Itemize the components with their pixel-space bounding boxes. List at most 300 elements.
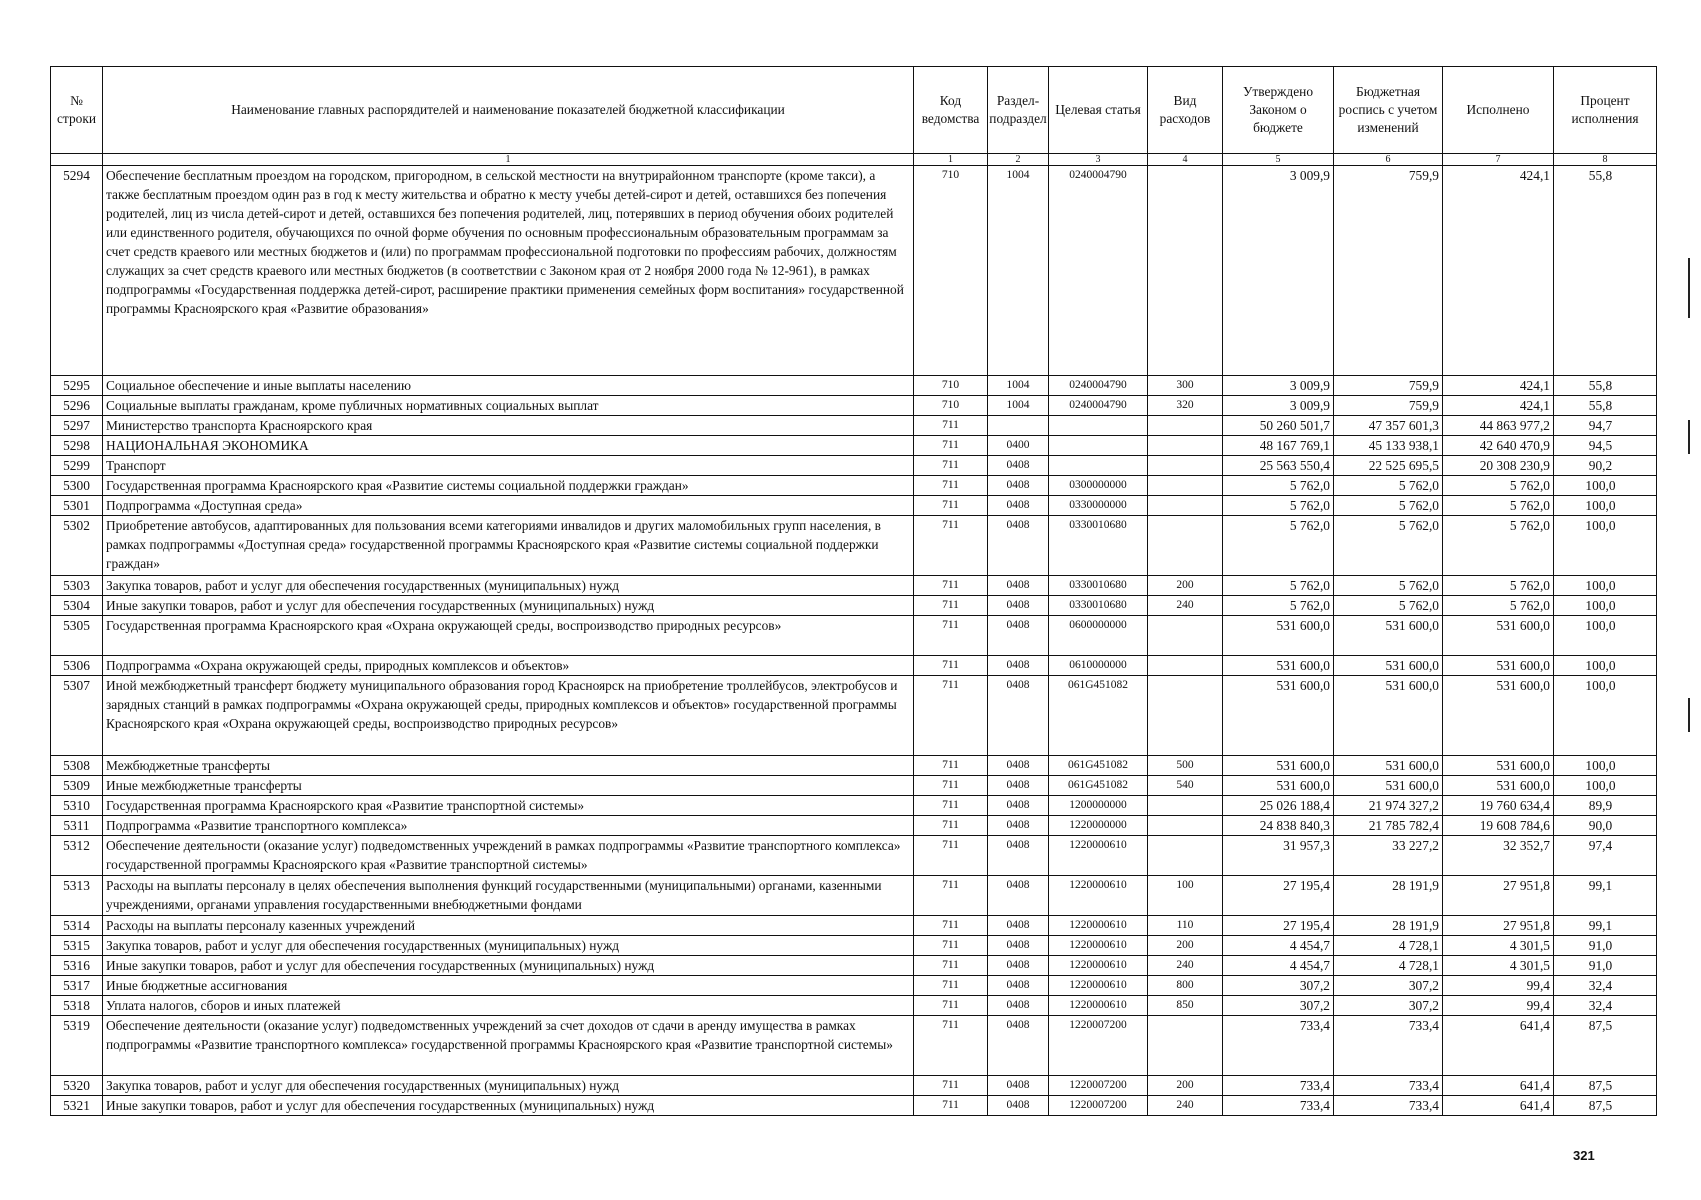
budget-amount-cell: 45 133 938,1 — [1334, 436, 1443, 456]
target-code-cell: 1220000000 — [1049, 816, 1148, 836]
percent-cell: 55,8 — [1554, 396, 1657, 416]
expense-type-cell — [1148, 796, 1223, 816]
target-code-cell: 0240004790 — [1049, 376, 1148, 396]
target-code-cell: 0330010680 — [1049, 596, 1148, 616]
dept-code-cell: 710 — [914, 376, 988, 396]
percent-cell: 32,4 — [1554, 976, 1657, 996]
budget-amount-cell: 47 357 601,3 — [1334, 416, 1443, 436]
executed-amount-cell: 4 301,5 — [1443, 956, 1554, 976]
header-target: Целевая статья — [1049, 67, 1148, 154]
section-code-cell: 0408 — [988, 616, 1049, 656]
expense-type-cell — [1148, 496, 1223, 516]
approved-amount-cell: 3 009,9 — [1223, 376, 1334, 396]
budget-amount-cell: 28 191,9 — [1334, 876, 1443, 916]
table-body — [51, 166, 1657, 1116]
table-row — [51, 376, 1657, 396]
executed-amount-cell: 531 600,0 — [1443, 756, 1554, 776]
percent-cell: 87,5 — [1554, 1076, 1657, 1096]
table-row — [51, 416, 1657, 436]
percent-cell: 100,0 — [1554, 676, 1657, 756]
budget-amount-cell: 759,9 — [1334, 396, 1443, 416]
dept-code-cell: 711 — [914, 516, 988, 576]
budget-amount-cell: 307,2 — [1334, 976, 1443, 996]
percent-cell: 100,0 — [1554, 516, 1657, 576]
executed-amount-cell: 5 762,0 — [1443, 596, 1554, 616]
column-number: 6 — [1334, 154, 1443, 166]
row-number-cell: 5318 — [51, 996, 103, 1016]
percent-cell: 100,0 — [1554, 616, 1657, 656]
executed-amount-cell: 424,1 — [1443, 166, 1554, 376]
budget-amount-cell: 33 227,2 — [1334, 836, 1443, 876]
row-name-cell: Уплата налогов, сборов и иных платежей — [103, 996, 914, 1016]
budget-amount-cell: 733,4 — [1334, 1016, 1443, 1076]
row-name-cell: НАЦИОНАЛЬНАЯ ЭКОНОМИКА — [103, 436, 914, 456]
row-name-cell: Социальные выплаты гражданам, кроме публичных нормативных социальных выплат — [103, 396, 914, 416]
budget-amount-cell: 5 762,0 — [1334, 496, 1443, 516]
row-name-cell: Иной межбюджетный трансферт бюджету муниципального образования город Красноярск на приобретение троллейбусов, электробусов и зарядных станций в рамках подпрограммы «Охрана окружающей среды, природных комплексов и объектов» государственной программы Красноярского края «Охрана окружающей среды, воспроизводство природных ресурсов» — [103, 676, 914, 756]
row-number-cell: 5319 — [51, 1016, 103, 1076]
row-name-cell: Обеспечение бесплатным проездом на городском, пригородном, в сельской местности на внутрирайонном транспорте (кроме такси), а также бесплатным проездом один раз в год к месту жительства и обратно к месту учебы детей-сирот и детей, оставшихся без попечения родителей, лиц из числа детей-сирот и детей, оставшихся без попечения родителей, лиц, потерявших в период обучения обоих родителей или единственного родителя, обучающихся по очной форме обучения по основным профессиональным образовательным программам за счет средств краевого или местных бюджетов и (или) по программам профессиональной подготовки по профессиям рабочих, должностям служащих за счет средств краевого или местных бюджетов (в соответствии с Законом края от 2 ноября 2000 года № 12-961), в рамках подпрограммы «Государственная поддержка детей-сирот, расширение практики применения семейных форм воспитания» государственной программы Красноярского края «Развитие образования» — [103, 166, 914, 376]
expense-type-cell — [1148, 656, 1223, 676]
budget-amount-cell: 531 600,0 — [1334, 676, 1443, 756]
executed-amount-cell: 27 951,8 — [1443, 876, 1554, 916]
approved-amount-cell: 307,2 — [1223, 976, 1334, 996]
row-number-cell: 5317 — [51, 976, 103, 996]
target-code-cell: 1220007200 — [1049, 1016, 1148, 1076]
dept-code-cell: 711 — [914, 456, 988, 476]
percent-cell: 87,5 — [1554, 1096, 1657, 1116]
dept-code-cell: 711 — [914, 1076, 988, 1096]
column-number: 1 — [103, 154, 914, 166]
row-number-cell: 5296 — [51, 396, 103, 416]
expense-type-cell — [1148, 616, 1223, 656]
target-code-cell: 0330010680 — [1049, 576, 1148, 596]
row-number-cell: 5304 — [51, 596, 103, 616]
section-code-cell: 0400 — [988, 436, 1049, 456]
executed-amount-cell: 531 600,0 — [1443, 676, 1554, 756]
row-number-cell: 5303 — [51, 576, 103, 596]
row-name-cell: Иные закупки товаров, работ и услуг для обеспечения государственных (муниципальных) нужд — [103, 956, 914, 976]
section-code-cell: 1004 — [988, 166, 1049, 376]
expense-type-cell: 320 — [1148, 396, 1223, 416]
row-number-cell: 5316 — [51, 956, 103, 976]
executed-amount-cell: 641,4 — [1443, 1096, 1554, 1116]
target-code-cell: 1220007200 — [1049, 1096, 1148, 1116]
header-approved: Утверждено Законом о бюджете — [1223, 67, 1334, 154]
dept-code-cell: 711 — [914, 1096, 988, 1116]
approved-amount-cell: 24 838 840,3 — [1223, 816, 1334, 836]
dept-code-cell: 711 — [914, 956, 988, 976]
row-name-cell: Приобретение автобусов, адаптированных для пользования всеми категориями инвалидов и других маломобильных групп населения, в рамках подпрограммы «Доступная среда» государственной программы Красноярского края «Развитие системы социальной поддержки граждан» — [103, 516, 914, 576]
row-number-cell: 5301 — [51, 496, 103, 516]
dept-code-cell: 711 — [914, 976, 988, 996]
dept-code-cell: 711 — [914, 416, 988, 436]
target-code-cell: 0300000000 — [1049, 476, 1148, 496]
table-row — [51, 976, 1657, 996]
section-code-cell: 0408 — [988, 1016, 1049, 1076]
executed-amount-cell: 99,4 — [1443, 976, 1554, 996]
row-number-cell: 5299 — [51, 456, 103, 476]
section-code-cell: 0408 — [988, 996, 1049, 1016]
percent-cell: 99,1 — [1554, 876, 1657, 916]
approved-amount-cell: 531 600,0 — [1223, 776, 1334, 796]
table-row — [51, 616, 1657, 656]
header-row-no: № строки — [51, 67, 103, 154]
expense-type-cell: 500 — [1148, 756, 1223, 776]
executed-amount-cell: 27 951,8 — [1443, 916, 1554, 936]
table-row — [51, 1016, 1657, 1076]
header-exp-type: Вид расходов — [1148, 67, 1223, 154]
approved-amount-cell: 5 762,0 — [1223, 576, 1334, 596]
target-code-cell — [1049, 416, 1148, 436]
budget-amount-cell: 5 762,0 — [1334, 576, 1443, 596]
percent-cell: 100,0 — [1554, 496, 1657, 516]
budget-amount-cell: 28 191,9 — [1334, 916, 1443, 936]
budget-amount-cell: 21 974 327,2 — [1334, 796, 1443, 816]
row-number-cell: 5310 — [51, 796, 103, 816]
column-number: 4 — [1148, 154, 1223, 166]
percent-cell: 100,0 — [1554, 576, 1657, 596]
executed-amount-cell: 424,1 — [1443, 376, 1554, 396]
header-dept: Код ведомства — [914, 67, 988, 154]
expense-type-cell — [1148, 476, 1223, 496]
target-code-cell: 1220000610 — [1049, 976, 1148, 996]
scan-edge-mark — [1688, 258, 1690, 318]
section-code-cell: 0408 — [988, 936, 1049, 956]
approved-amount-cell: 531 600,0 — [1223, 616, 1334, 656]
section-code-cell: 0408 — [988, 476, 1049, 496]
executed-amount-cell: 4 301,5 — [1443, 936, 1554, 956]
row-name-cell: Министерство транспорта Красноярского края — [103, 416, 914, 436]
column-number-row — [51, 154, 1657, 166]
header-executed: Исполнено — [1443, 67, 1554, 154]
percent-cell: 90,2 — [1554, 456, 1657, 476]
section-code-cell: 0408 — [988, 956, 1049, 976]
table-row — [51, 456, 1657, 476]
executed-amount-cell: 99,4 — [1443, 996, 1554, 1016]
table-row — [51, 676, 1657, 756]
table-row — [51, 996, 1657, 1016]
row-number-cell: 5312 — [51, 836, 103, 876]
approved-amount-cell: 531 600,0 — [1223, 656, 1334, 676]
budget-amount-cell: 5 762,0 — [1334, 596, 1443, 616]
column-number: 3 — [1049, 154, 1148, 166]
executed-amount-cell: 531 600,0 — [1443, 656, 1554, 676]
header-section: Раздел-подраздел — [988, 67, 1049, 154]
target-code-cell: 1220000610 — [1049, 916, 1148, 936]
budget-amount-cell: 5 762,0 — [1334, 476, 1443, 496]
row-name-cell: Подпрограмма «Развитие транспортного комплекса» — [103, 816, 914, 836]
row-number-cell: 5315 — [51, 936, 103, 956]
row-number-cell: 5297 — [51, 416, 103, 436]
target-code-cell: 1220000610 — [1049, 936, 1148, 956]
executed-amount-cell: 19 608 784,6 — [1443, 816, 1554, 836]
header-name: Наименование главных распорядителей и наименование показателей бюджетной классификации — [103, 67, 914, 154]
row-name-cell: Иные закупки товаров, работ и услуг для обеспечения государственных (муниципальных) нужд — [103, 1096, 914, 1116]
row-name-cell: Расходы на выплаты персоналу в целях обеспечения выполнения функций государственными (муниципальными) органами, казенными учреждениями, органами управления государственными внебюджетными фондами — [103, 876, 914, 916]
dept-code-cell: 711 — [914, 476, 988, 496]
dept-code-cell: 710 — [914, 396, 988, 416]
section-code-cell: 0408 — [988, 756, 1049, 776]
section-code-cell: 0408 — [988, 456, 1049, 476]
row-name-cell: Межбюджетные трансферты — [103, 756, 914, 776]
approved-amount-cell: 4 454,7 — [1223, 936, 1334, 956]
percent-cell: 100,0 — [1554, 596, 1657, 616]
row-number-cell: 5320 — [51, 1076, 103, 1096]
row-number-cell: 5307 — [51, 676, 103, 756]
row-name-cell: Обеспечение деятельности (оказание услуг) подведомственных учреждений за счет доходов от сдачи в аренду имущества в рамках подпрограммы «Развитие транспортного комплекса» государственной программы Красноярского края «Развитие транспортной системы» — [103, 1016, 914, 1076]
target-code-cell: 1220000610 — [1049, 836, 1148, 876]
target-code-cell: 1220000610 — [1049, 956, 1148, 976]
target-code-cell: 061G451082 — [1049, 676, 1148, 756]
executed-amount-cell: 531 600,0 — [1443, 616, 1554, 656]
row-name-cell: Закупка товаров, работ и услуг для обеспечения государственных (муниципальных) нужд — [103, 1076, 914, 1096]
approved-amount-cell: 27 195,4 — [1223, 876, 1334, 916]
executed-amount-cell: 641,4 — [1443, 1076, 1554, 1096]
table-row — [51, 476, 1657, 496]
row-number-cell: 5314 — [51, 916, 103, 936]
executed-amount-cell: 5 762,0 — [1443, 516, 1554, 576]
dept-code-cell: 711 — [914, 576, 988, 596]
row-name-cell: Обеспечение деятельности (оказание услуг) подведомственных учреждений в рамках подпрограммы «Развитие транспортного комплекса» государственной программы Красноярского края «Развитие транспортной системы» — [103, 836, 914, 876]
section-code-cell: 0408 — [988, 916, 1049, 936]
target-code-cell: 1220000610 — [1049, 876, 1148, 916]
scan-edge-mark — [1688, 698, 1690, 732]
approved-amount-cell: 50 260 501,7 — [1223, 416, 1334, 436]
table-row — [51, 796, 1657, 816]
column-number: 8 — [1554, 154, 1657, 166]
target-code-cell: 0610000000 — [1049, 656, 1148, 676]
executed-amount-cell: 424,1 — [1443, 396, 1554, 416]
expense-type-cell — [1148, 436, 1223, 456]
section-code-cell: 1004 — [988, 396, 1049, 416]
budget-amount-cell: 5 762,0 — [1334, 516, 1443, 576]
target-code-cell: 0240004790 — [1049, 396, 1148, 416]
row-name-cell: Подпрограмма «Доступная среда» — [103, 496, 914, 516]
section-code-cell: 0408 — [988, 1076, 1049, 1096]
target-code-cell: 0240004790 — [1049, 166, 1148, 376]
percent-cell: 89,9 — [1554, 796, 1657, 816]
table-row — [51, 596, 1657, 616]
approved-amount-cell: 48 167 769,1 — [1223, 436, 1334, 456]
dept-code-cell: 711 — [914, 936, 988, 956]
section-code-cell: 0408 — [988, 876, 1049, 916]
budget-amount-cell: 759,9 — [1334, 376, 1443, 396]
approved-amount-cell: 531 600,0 — [1223, 756, 1334, 776]
approved-amount-cell: 5 762,0 — [1223, 516, 1334, 576]
approved-amount-cell: 733,4 — [1223, 1096, 1334, 1116]
row-name-cell: Государственная программа Красноярского края «Развитие транспортной системы» — [103, 796, 914, 816]
expense-type-cell: 850 — [1148, 996, 1223, 1016]
percent-cell: 32,4 — [1554, 996, 1657, 1016]
table-row — [51, 836, 1657, 876]
percent-cell: 97,4 — [1554, 836, 1657, 876]
expense-type-cell: 800 — [1148, 976, 1223, 996]
percent-cell: 100,0 — [1554, 476, 1657, 496]
header-percent: Процент исполнения — [1554, 67, 1657, 154]
approved-amount-cell: 27 195,4 — [1223, 916, 1334, 936]
budget-amount-cell: 759,9 — [1334, 166, 1443, 376]
executed-amount-cell: 641,4 — [1443, 1016, 1554, 1076]
budget-execution-table — [50, 66, 1657, 1116]
approved-amount-cell: 25 026 188,4 — [1223, 796, 1334, 816]
row-name-cell: Иные бюджетные ассигнования — [103, 976, 914, 996]
dept-code-cell: 711 — [914, 876, 988, 916]
expense-type-cell: 240 — [1148, 596, 1223, 616]
dept-code-cell: 711 — [914, 1016, 988, 1076]
table-row — [51, 576, 1657, 596]
expense-type-cell: 200 — [1148, 576, 1223, 596]
approved-amount-cell: 531 600,0 — [1223, 676, 1334, 756]
executed-amount-cell: 32 352,7 — [1443, 836, 1554, 876]
expense-type-cell — [1148, 166, 1223, 376]
target-code-cell: 1220007200 — [1049, 1076, 1148, 1096]
executed-amount-cell: 531 600,0 — [1443, 776, 1554, 796]
row-name-cell: Иные межбюджетные трансферты — [103, 776, 914, 796]
expense-type-cell — [1148, 516, 1223, 576]
executed-amount-cell: 5 762,0 — [1443, 476, 1554, 496]
executed-amount-cell: 5 762,0 — [1443, 576, 1554, 596]
target-code-cell: 061G451082 — [1049, 776, 1148, 796]
table-row — [51, 916, 1657, 936]
expense-type-cell: 200 — [1148, 936, 1223, 956]
percent-cell: 55,8 — [1554, 376, 1657, 396]
budget-amount-cell: 733,4 — [1334, 1096, 1443, 1116]
budget-amount-cell: 531 600,0 — [1334, 656, 1443, 676]
table-row — [51, 1096, 1657, 1116]
row-name-cell: Транспорт — [103, 456, 914, 476]
target-code-cell: 1200000000 — [1049, 796, 1148, 816]
table-row — [51, 956, 1657, 976]
executed-amount-cell: 44 863 977,2 — [1443, 416, 1554, 436]
row-number-cell: 5309 — [51, 776, 103, 796]
section-code-cell: 0408 — [988, 816, 1049, 836]
table-row — [51, 496, 1657, 516]
budget-amount-cell: 21 785 782,4 — [1334, 816, 1443, 836]
section-code-cell: 0408 — [988, 1096, 1049, 1116]
section-code-cell: 0408 — [988, 676, 1049, 756]
approved-amount-cell: 733,4 — [1223, 1076, 1334, 1096]
target-code-cell — [1049, 436, 1148, 456]
page-number: 321 — [1573, 1148, 1595, 1163]
dept-code-cell: 711 — [914, 836, 988, 876]
budget-amount-cell: 531 600,0 — [1334, 616, 1443, 656]
budget-amount-cell: 733,4 — [1334, 1076, 1443, 1096]
budget-amount-cell: 22 525 695,5 — [1334, 456, 1443, 476]
approved-amount-cell: 3 009,9 — [1223, 166, 1334, 376]
target-code-cell: 1220000610 — [1049, 996, 1148, 1016]
approved-amount-cell: 3 009,9 — [1223, 396, 1334, 416]
dept-code-cell: 711 — [914, 816, 988, 836]
row-number-cell: 5308 — [51, 756, 103, 776]
section-code-cell: 0408 — [988, 656, 1049, 676]
budget-amount-cell: 307,2 — [1334, 996, 1443, 1016]
percent-cell: 91,0 — [1554, 936, 1657, 956]
expense-type-cell: 240 — [1148, 956, 1223, 976]
target-code-cell: 0600000000 — [1049, 616, 1148, 656]
dept-code-cell: 710 — [914, 166, 988, 376]
column-number: 5 — [1223, 154, 1334, 166]
approved-amount-cell: 5 762,0 — [1223, 496, 1334, 516]
section-code-cell: 0408 — [988, 796, 1049, 816]
budget-amount-cell: 4 728,1 — [1334, 936, 1443, 956]
dept-code-cell: 711 — [914, 616, 988, 656]
executed-amount-cell: 20 308 230,9 — [1443, 456, 1554, 476]
table-row — [51, 436, 1657, 456]
budget-amount-cell: 4 728,1 — [1334, 956, 1443, 976]
row-name-cell: Социальное обеспечение и иные выплаты населению — [103, 376, 914, 396]
row-name-cell: Закупка товаров, работ и услуг для обеспечения государственных (муниципальных) нужд — [103, 936, 914, 956]
row-name-cell: Подпрограмма «Охрана окружающей среды, природных комплексов и объектов» — [103, 656, 914, 676]
section-code-cell — [988, 416, 1049, 436]
column-number: 2 — [988, 154, 1049, 166]
approved-amount-cell: 733,4 — [1223, 1016, 1334, 1076]
table-row — [51, 656, 1657, 676]
table-row — [51, 1076, 1657, 1096]
dept-code-cell: 711 — [914, 756, 988, 776]
header-budget: Бюджетная роспись с учетом изменений — [1334, 67, 1443, 154]
section-code-cell: 1004 — [988, 376, 1049, 396]
row-number-cell: 5294 — [51, 166, 103, 376]
percent-cell: 55,8 — [1554, 166, 1657, 376]
table-row — [51, 936, 1657, 956]
dept-code-cell: 711 — [914, 676, 988, 756]
expense-type-cell: 540 — [1148, 776, 1223, 796]
approved-amount-cell: 5 762,0 — [1223, 596, 1334, 616]
table-row — [51, 516, 1657, 576]
row-name-cell: Иные закупки товаров, работ и услуг для обеспечения государственных (муниципальных) нужд — [103, 596, 914, 616]
executed-amount-cell: 42 640 470,9 — [1443, 436, 1554, 456]
expense-type-cell — [1148, 676, 1223, 756]
table-row — [51, 166, 1657, 376]
row-name-cell: Государственная программа Красноярского края «Развитие системы социальной поддержки граждан» — [103, 476, 914, 496]
expense-type-cell: 300 — [1148, 376, 1223, 396]
row-number-cell: 5302 — [51, 516, 103, 576]
percent-cell: 94,5 — [1554, 436, 1657, 456]
table-row — [51, 396, 1657, 416]
section-code-cell: 0408 — [988, 776, 1049, 796]
percent-cell: 100,0 — [1554, 656, 1657, 676]
expense-type-cell — [1148, 1016, 1223, 1076]
expense-type-cell — [1148, 416, 1223, 436]
expense-type-cell — [1148, 456, 1223, 476]
executed-amount-cell: 19 760 634,4 — [1443, 796, 1554, 816]
row-number-cell: 5306 — [51, 656, 103, 676]
row-number-cell: 5313 — [51, 876, 103, 916]
expense-type-cell — [1148, 816, 1223, 836]
row-number-cell: 5300 — [51, 476, 103, 496]
percent-cell: 100,0 — [1554, 756, 1657, 776]
column-number: 1 — [914, 154, 988, 166]
dept-code-cell: 711 — [914, 496, 988, 516]
row-name-cell: Государственная программа Красноярского края «Охрана окружающей среды, воспроизводство природных ресурсов» — [103, 616, 914, 656]
section-code-cell: 0408 — [988, 496, 1049, 516]
section-code-cell: 0408 — [988, 976, 1049, 996]
budget-amount-cell: 531 600,0 — [1334, 756, 1443, 776]
budget-table-sheet — [50, 66, 1656, 1116]
dept-code-cell: 711 — [914, 996, 988, 1016]
percent-cell: 91,0 — [1554, 956, 1657, 976]
budget-amount-cell: 531 600,0 — [1334, 776, 1443, 796]
target-code-cell: 0330010680 — [1049, 516, 1148, 576]
percent-cell: 94,7 — [1554, 416, 1657, 436]
target-code-cell — [1049, 456, 1148, 476]
row-number-cell: 5321 — [51, 1096, 103, 1116]
table-row — [51, 756, 1657, 776]
table-header-row — [51, 67, 1657, 154]
table-row — [51, 816, 1657, 836]
expense-type-cell — [1148, 836, 1223, 876]
